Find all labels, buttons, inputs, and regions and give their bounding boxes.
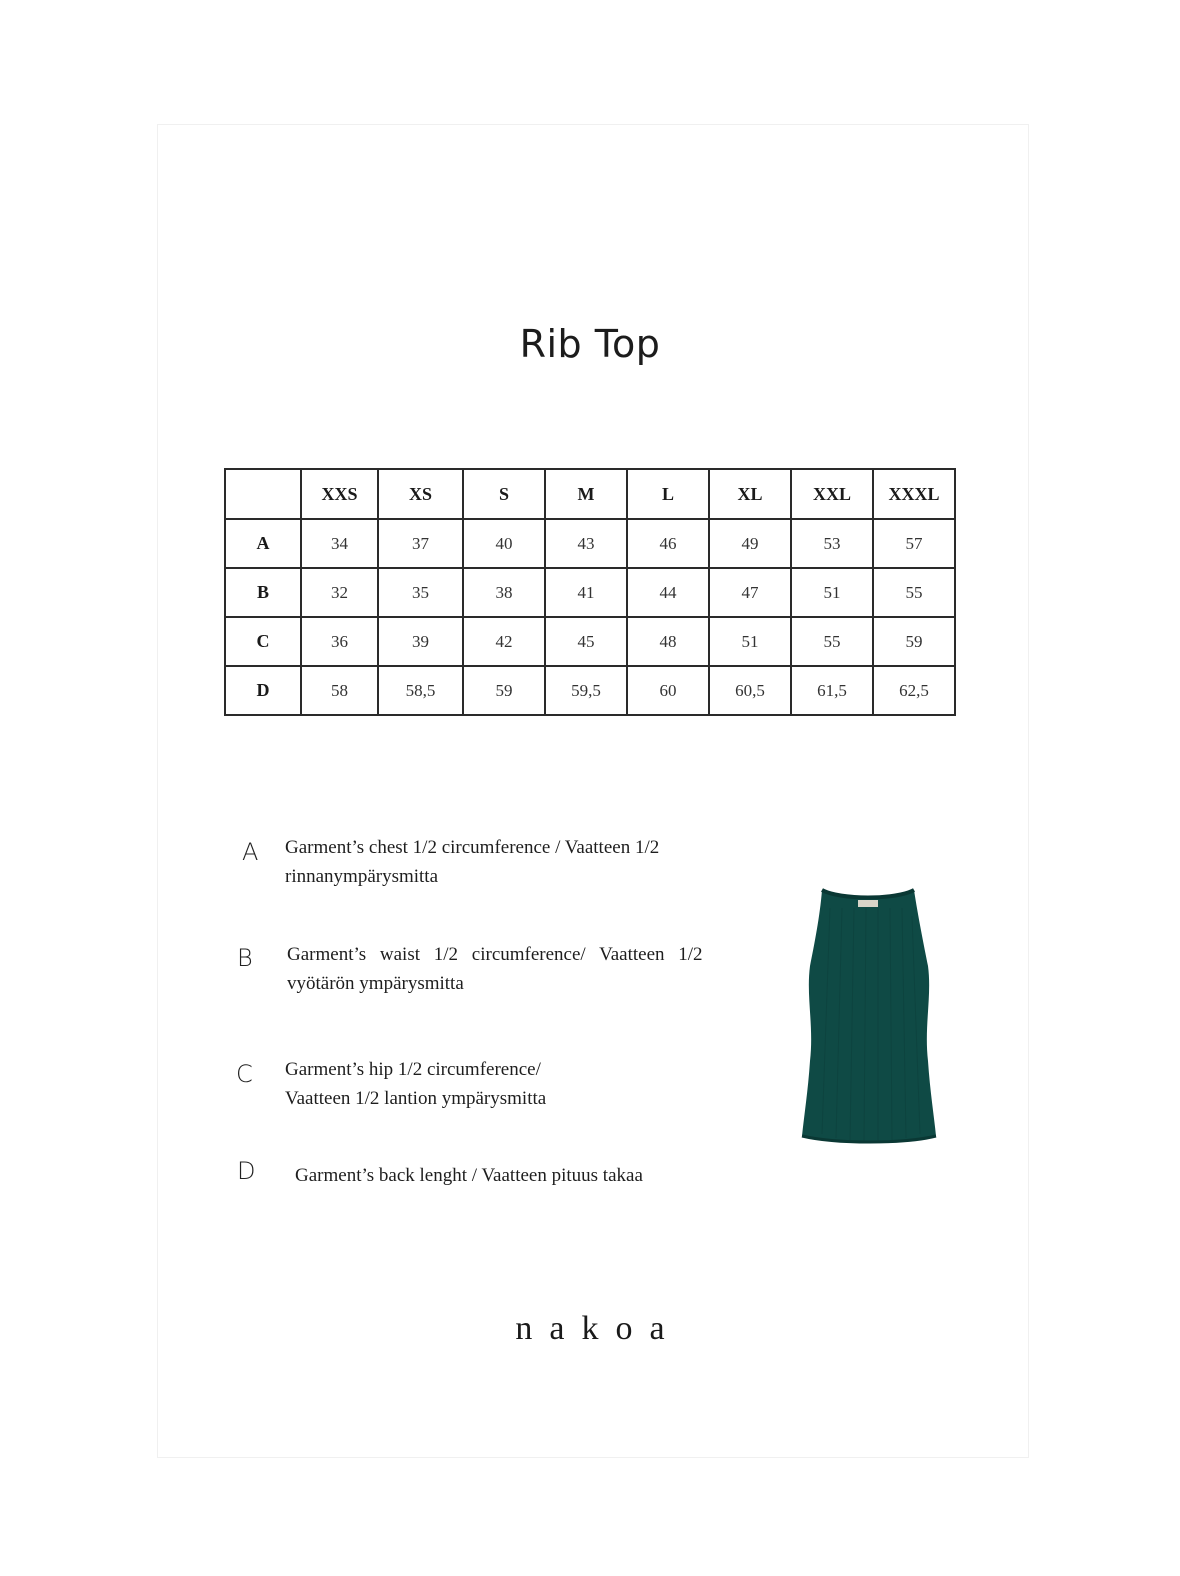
legend-line: vyötärön ympärysmitta xyxy=(287,973,464,994)
legend-letter-c: C xyxy=(236,1060,253,1088)
table-cell: 40 xyxy=(463,519,545,568)
table-row xyxy=(225,568,955,617)
header-cell xyxy=(225,469,301,519)
legend-letter-d: D xyxy=(237,1157,256,1185)
table-cell: 58 xyxy=(301,666,378,715)
table-row xyxy=(225,666,955,715)
table-cell: 42 xyxy=(463,617,545,666)
legend-text-b xyxy=(287,940,735,998)
table-cell: 34 xyxy=(301,519,378,568)
header-cell: S xyxy=(463,469,545,519)
table-cell: 59 xyxy=(463,666,545,715)
table-cell: 45 xyxy=(545,617,627,666)
table-cell: 59 xyxy=(873,617,955,666)
brand-logo: nakoa xyxy=(515,1310,682,1347)
legend-letter-a: A xyxy=(242,838,259,866)
legend-line: Garment’s waist 1/2 circumference/ Vaatteen 1/2 xyxy=(287,944,703,965)
table-cell: 32 xyxy=(301,568,378,617)
size-table xyxy=(224,468,956,716)
table-cell: 35 xyxy=(378,568,463,617)
table-cell: 62,5 xyxy=(873,666,955,715)
table-cell: 38 xyxy=(463,568,545,617)
header-cell: XXS xyxy=(301,469,378,519)
table-cell: 48 xyxy=(627,617,709,666)
table-header-row xyxy=(225,469,955,519)
table-cell: 55 xyxy=(791,617,873,666)
legend-text-d xyxy=(295,1161,725,1190)
legend-line: Garment’s back lenght / Vaatteen pituus takaa xyxy=(295,1165,643,1186)
table-cell: 58,5 xyxy=(378,666,463,715)
table-cell: 37 xyxy=(378,519,463,568)
table-cell: 46 xyxy=(627,519,709,568)
table-cell: 44 xyxy=(627,568,709,617)
legend-line: Garment’s hip 1/2 circumference/ xyxy=(285,1059,541,1080)
header-cell: XL xyxy=(709,469,791,519)
header-cell: L xyxy=(627,469,709,519)
table-cell: 55 xyxy=(873,568,955,617)
page-title: Rib Top xyxy=(519,322,661,366)
legend-text-c xyxy=(285,1055,715,1113)
row-label: A xyxy=(225,519,301,568)
table-cell: 36 xyxy=(301,617,378,666)
legend-line: Garment’s chest 1/2 circumference / Vaatteen 1/2 xyxy=(285,837,660,858)
legend-line: rinnanympärysmitta xyxy=(285,866,439,887)
table-cell: 47 xyxy=(709,568,791,617)
table-cell: 53 xyxy=(791,519,873,568)
row-label: C xyxy=(225,617,301,666)
row-label: D xyxy=(225,666,301,715)
tank-top-illustration-icon xyxy=(800,886,938,1144)
header-cell: XS xyxy=(378,469,463,519)
header-cell: XXXL xyxy=(873,469,955,519)
table-cell: 59,5 xyxy=(545,666,627,715)
table-cell: 49 xyxy=(709,519,791,568)
header-cell: XXL xyxy=(791,469,873,519)
legend-line: Vaatteen 1/2 lantion ympärysmitta xyxy=(285,1088,547,1109)
table-cell: 39 xyxy=(378,617,463,666)
row-label: B xyxy=(225,568,301,617)
table-row xyxy=(225,617,955,666)
table-cell: 61,5 xyxy=(791,666,873,715)
header-cell: M xyxy=(545,469,627,519)
table-cell: 41 xyxy=(545,568,627,617)
legend-letter-b: B xyxy=(237,944,253,972)
table-cell: 57 xyxy=(873,519,955,568)
table-cell: 60 xyxy=(627,666,709,715)
table-cell: 43 xyxy=(545,519,627,568)
table-row xyxy=(225,519,955,568)
table-cell: 51 xyxy=(791,568,873,617)
table-cell: 51 xyxy=(709,617,791,666)
legend-text-a xyxy=(285,833,715,891)
table-cell: 60,5 xyxy=(709,666,791,715)
